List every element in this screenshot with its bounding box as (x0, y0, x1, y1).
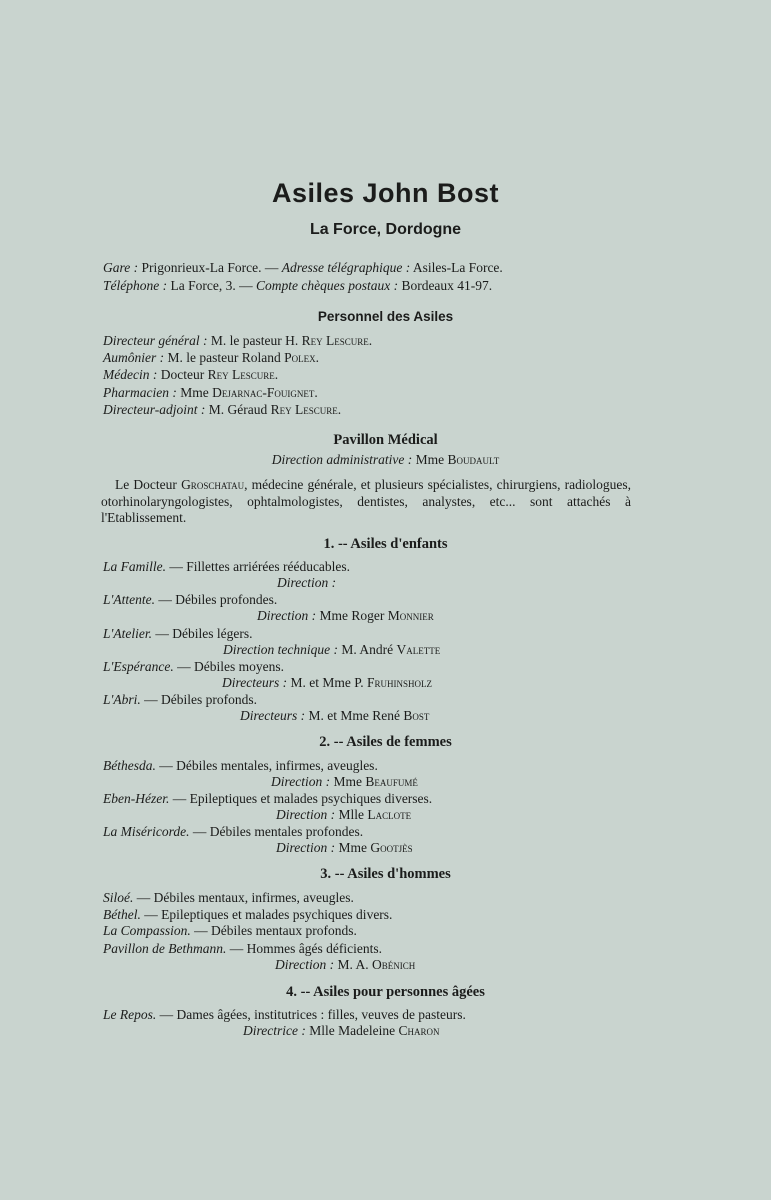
telephone-label: Téléphone : (103, 278, 168, 293)
ages-heading: 4. -- Asiles pour personnes âgées (286, 984, 485, 1000)
enfants-direction (240, 707, 429, 724)
direction-name: Beaufumé (365, 774, 418, 789)
asile-desc: — Débiles moyens. (177, 659, 284, 674)
enfants-item (103, 625, 253, 642)
asile-desc: — Débiles mentales profondes. (192, 824, 364, 839)
personnel-role: Directeur général : (103, 333, 208, 348)
direction-name: Monnier (387, 608, 434, 623)
femmes-item (103, 823, 363, 840)
femmes-direction (271, 773, 418, 790)
femmes-item (103, 790, 432, 807)
personnel-prefix: Mme (180, 385, 209, 400)
femmes-heading: 2. -- Asiles de femmes (319, 734, 452, 750)
pavillon-para-start: Le Docteur (115, 477, 177, 492)
enfants-heading: 1. -- Asiles d'enfants (323, 536, 448, 552)
personnel-item (103, 384, 318, 401)
enfants-direction (222, 674, 432, 691)
direction-name: Fruhinsholz (367, 675, 433, 690)
hommes-item (103, 889, 354, 906)
telephone-value: La Force, 3. — (170, 278, 253, 293)
direction-prefix: Mme Roger (319, 608, 385, 623)
femmes-direction (276, 839, 413, 856)
enfants-direction (257, 607, 434, 624)
personnel-prefix: Docteur (160, 367, 205, 382)
asile-name: La Famille. (103, 559, 166, 574)
pavillon-para-rest: médecine générale, et plusieurs spécialistes, chirurgiens, radiologues, otorhinolaryngologistes, ophtalmologistes, dentistes, analystes, etc... sont attachés à l'Etablissement. (101, 477, 632, 525)
direction-label: Direction : (276, 807, 336, 822)
page-subtitle: La Force, Dordogne (309, 221, 462, 238)
direction-name: Charon (398, 1023, 440, 1038)
direction-label: Directeurs : (222, 675, 288, 690)
direction-name: Valette (396, 642, 441, 657)
adresse-value: Asiles-La Force. (412, 260, 503, 275)
direction-name: Bost (403, 708, 430, 723)
direction-label: Direction : (277, 575, 337, 590)
enfants-item (103, 658, 284, 675)
asile-name: L'Abri. (103, 692, 141, 707)
gare-label: Gare : (103, 260, 139, 275)
pavillon-para-name: Groschatau, (181, 477, 248, 492)
pavillon-heading: Pavillon Médical (333, 432, 438, 448)
direction-prefix: Mlle Madeleine (309, 1023, 396, 1038)
asile-desc: — Hommes âgés déficients. (229, 941, 382, 956)
ccp-label: Compte chèques postaux : (255, 278, 399, 293)
personnel-prefix: M. le pasteur Roland (167, 350, 281, 365)
hommes-item (103, 906, 392, 923)
pavillon-direction (0, 452, 771, 468)
direction-label: Direction : (257, 608, 317, 623)
asile-desc: — Fillettes arriérées rééducables. (169, 559, 351, 574)
personnel-role: Directeur-adjoint : (103, 402, 206, 417)
asile-desc: — Débiles mentales, infirmes, aveugles. (159, 758, 378, 773)
asile-name: Pavillon de Bethmann. (103, 941, 227, 956)
pavillon-direction-name: Boudault (447, 452, 500, 467)
direction-label: Directeurs : (240, 708, 306, 723)
ages-item (103, 1006, 466, 1023)
pavillon-direction-label: Direction administrative : (271, 452, 413, 467)
direction-name: Gootjès (370, 840, 413, 855)
asile-name: Siloé. (103, 890, 134, 905)
hommes-item (103, 922, 357, 939)
enfants-item (103, 591, 277, 608)
personnel-role: Aumônier : (103, 350, 165, 365)
asile-name: L'Attente. (103, 592, 156, 607)
contact-line-2 (103, 277, 492, 294)
asile-desc: — Débiles légers. (155, 626, 253, 641)
direction-prefix: M. André (341, 642, 394, 657)
direction-label: Direction : (276, 840, 336, 855)
femmes-item (103, 757, 378, 774)
personnel-role: Médecin : (103, 367, 158, 382)
asile-name: Béthel. (103, 907, 141, 922)
personnel-item (103, 332, 372, 349)
direction-label: Directrice : (243, 1023, 306, 1038)
enfants-item (103, 691, 257, 708)
personnel-name: Dejarnac-Fouignet. (212, 385, 318, 400)
personnel-role: Pharmacien : (103, 385, 177, 400)
direction-prefix: M. et Mme P. (290, 675, 364, 690)
asile-desc: — Epileptiques et malades psychiques divers. (144, 907, 393, 922)
ages-direction (243, 1022, 439, 1039)
asile-desc: — Dames âgées, institutrices : filles, veuves de pasteurs. (159, 1007, 466, 1022)
personnel-prefix: M. Géraud (208, 402, 268, 417)
direction-name: Obénich (372, 957, 416, 972)
asile-name: Le Repos. (103, 1007, 157, 1022)
direction-prefix: Mme (338, 840, 367, 855)
pavillon-direction-prefix: Mme (415, 452, 445, 467)
personnel-item (103, 366, 278, 383)
page-title: Asiles John Bost (271, 178, 500, 208)
direction-prefix: M. A. (337, 957, 369, 972)
enfants-direction (223, 641, 440, 658)
adresse-label: Adresse télégraphique : (281, 260, 411, 275)
asile-name: La Compassion. (103, 923, 191, 938)
asile-desc: — Débiles profondes. (158, 592, 278, 607)
asile-name: L'Atelier. (103, 626, 153, 641)
asile-desc: — Débiles profonds. (144, 692, 258, 707)
pavillon-paragraph (101, 477, 631, 527)
hommes-heading: 3. -- Asiles d'hommes (320, 866, 451, 882)
asile-name: L'Espérance. (103, 659, 174, 674)
asile-desc: — Débiles mentaux profonds. (194, 923, 357, 938)
personnel-item (103, 401, 341, 418)
direction-prefix: Mme (333, 774, 362, 789)
direction-prefix: M. et Mme René (308, 708, 400, 723)
personnel-name: Rey Lescure. (270, 402, 342, 417)
ccp-value: Bordeaux 41-97. (401, 278, 493, 293)
hommes-direction (275, 956, 415, 973)
personnel-prefix: M. le pasteur H. (210, 333, 299, 348)
personnel-name: Polex. (284, 350, 319, 365)
gare-value: Prigonrieux-La Force. — (141, 260, 279, 275)
asile-desc: — Epileptiques et malades psychiques diverses. (172, 791, 433, 806)
asile-desc: — Débiles mentaux, infirmes, aveugles. (136, 890, 354, 905)
femmes-direction (276, 806, 411, 823)
direction-label: Direction : (275, 957, 335, 972)
personnel-name: Rey Lescure. (207, 367, 279, 382)
personnel-name: Rey Lescure. (301, 333, 373, 348)
asile-name: Béthesda. (103, 758, 156, 773)
enfants-item (103, 558, 350, 575)
asile-name: La Miséricorde. (103, 824, 190, 839)
hommes-item (103, 940, 382, 957)
contact-line-1 (103, 259, 503, 276)
asile-name: Eben-Hézer. (103, 791, 170, 806)
personnel-item (103, 349, 319, 366)
direction-name: Laclote (367, 807, 412, 822)
direction-label: Direction technique : (223, 642, 338, 657)
direction-label: Direction : (271, 774, 331, 789)
direction-prefix: Mlle (338, 807, 364, 822)
personnel-heading: Personnel des Asiles (317, 309, 454, 324)
enfants-direction (277, 574, 336, 591)
